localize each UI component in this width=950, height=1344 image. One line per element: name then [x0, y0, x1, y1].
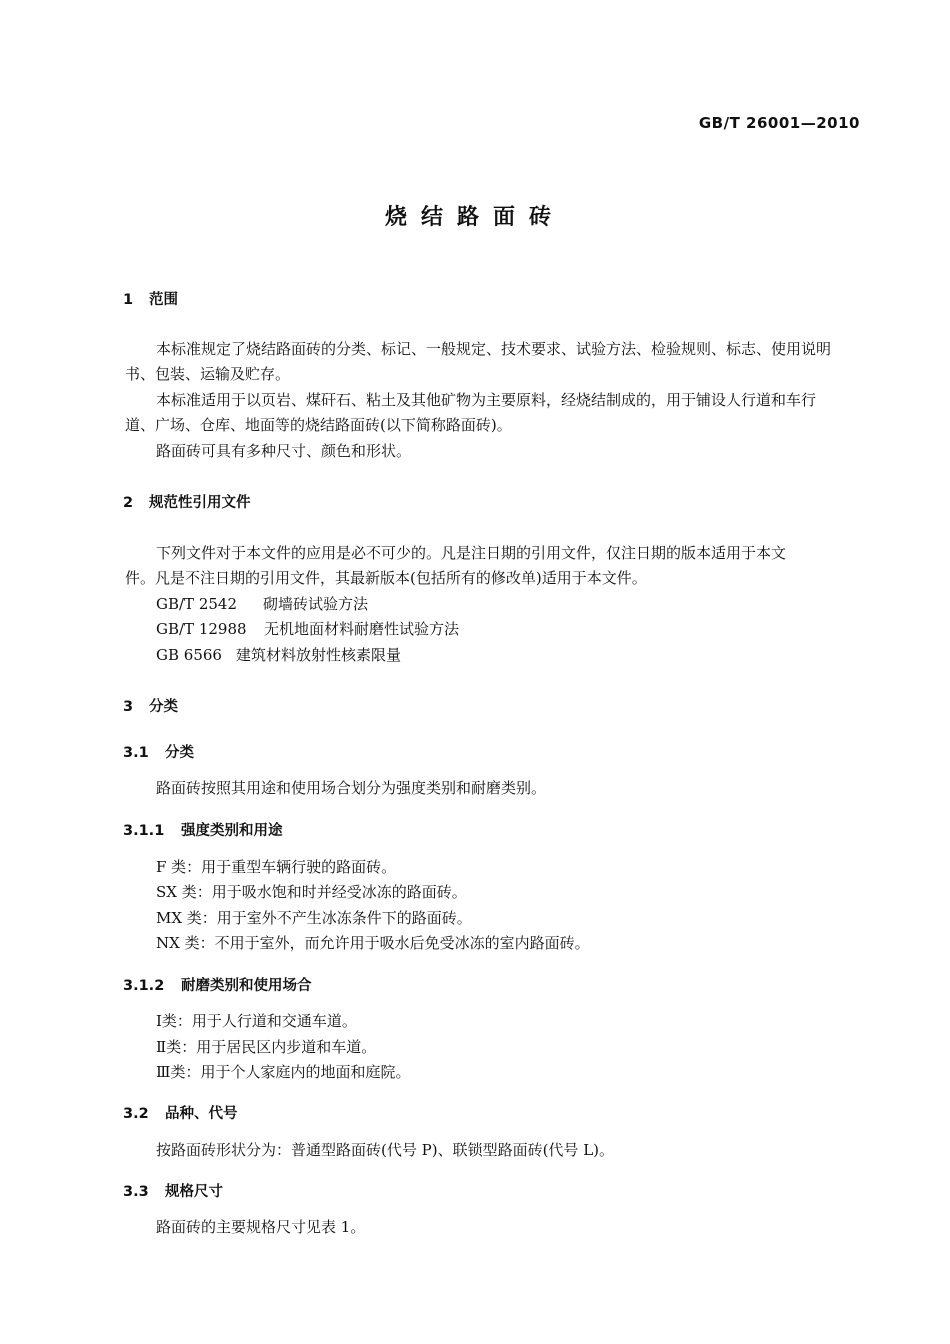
reference-code: GB/T 12988 — [156, 620, 247, 638]
paragraph-line: 路面砖可具有多种尺寸、颜色和形状。 — [156, 442, 412, 460]
reference-code: GB 6566 — [156, 646, 222, 664]
section-title: 品种、代号 — [165, 1106, 238, 1122]
list-item: F 类：用于重型车辆行驶的路面砖。 — [156, 858, 397, 876]
section-number: 3.1.2 — [123, 978, 165, 994]
section-heading-3-2 — [123, 1102, 238, 1123]
section-heading-3 — [123, 695, 178, 716]
section-number: 3.3 — [123, 1184, 149, 1200]
section-title: 分类 — [165, 745, 194, 761]
section-number: 2 — [123, 495, 134, 511]
list-item: Ⅰ类：用于人行道和交通车道。 — [156, 1012, 357, 1030]
section-heading-3-1-2 — [123, 974, 312, 995]
reference-item — [156, 593, 368, 614]
section-number: 3 — [123, 699, 134, 715]
reference-code: GB/T 2542 — [156, 595, 238, 613]
section-title: 规范性引用文件 — [149, 495, 251, 511]
reference-item — [156, 618, 459, 639]
list-item: Ⅱ类：用于居民区内步道和车道。 — [156, 1038, 377, 1056]
section-number: 1 — [123, 292, 134, 308]
section-number: 3.2 — [123, 1106, 149, 1122]
section-number: 3.1 — [123, 745, 149, 761]
section-title: 强度类别和用途 — [181, 823, 283, 839]
list-item: NX 类：不用于室外，而允许用于吸水后免受冰冻的室内路面砖。 — [156, 934, 590, 952]
section-number: 3.1.1 — [123, 823, 165, 839]
paragraph-line: 道、广场、仓库、地面等的烧结路面砖(以下简称路面砖)。 — [125, 416, 512, 434]
section-title: 规格尺寸 — [165, 1184, 223, 1200]
reference-name: 无机地面材料耐磨性试验方法 — [264, 620, 460, 638]
section-title: 耐磨类别和使用场合 — [181, 978, 312, 994]
paragraph-line: 路面砖按照其用途和使用场合划分为强度类别和耐磨类别。 — [156, 779, 547, 797]
section-heading-1 — [123, 288, 178, 309]
reference-item — [156, 644, 401, 665]
section-title: 分类 — [149, 699, 178, 715]
section-title: 范围 — [149, 292, 178, 308]
list-item: Ⅲ类：用于个人家庭内的地面和庭院。 — [156, 1063, 411, 1081]
standard-number: GB/T 26001—2010 — [698, 114, 860, 132]
paragraph-line: 本标准适用于以页岩、煤矸石、粘土及其他矿物为主要原料，经烧结制成的，用于铺设人行道和车行 — [156, 391, 817, 409]
reference-name: 砌墙砖试验方法 — [263, 595, 369, 613]
section-heading-3-3 — [123, 1180, 223, 1201]
paragraph-line: 路面砖的主要规格尺寸见表 1。 — [156, 1218, 366, 1236]
list-item: MX 类：用于室外不产生冰冻条件下的路面砖。 — [156, 909, 472, 927]
section-heading-3-1-1 — [123, 819, 283, 840]
paragraph-line: 书、包装、运输及贮存。 — [125, 365, 291, 383]
paragraph-line: 按路面砖形状分为：普通型路面砖(代号 P)、联锁型路面砖(代号 L)。 — [156, 1141, 615, 1159]
section-heading-2 — [123, 491, 251, 512]
paragraph-line: 件。凡是不注日期的引用文件，其最新版本(包括所有的修改单)适用于本文件。 — [125, 569, 647, 587]
paragraph-line: 下列文件对于本文件的应用是必不可少的。凡是注日期的引用文件，仅注日期的版本适用于本文 — [156, 544, 787, 562]
section-heading-3-1 — [123, 741, 194, 762]
list-item: SX 类：用于吸水饱和时并经受冰冻的路面砖。 — [156, 883, 467, 901]
reference-name: 建筑材料放射性核素限量 — [236, 646, 402, 664]
document-title: 烧结路面砖 — [384, 205, 565, 230]
paragraph-line: 本标准规定了烧结路面砖的分类、标记、一般规定、技术要求、试验方法、检验规则、标志、使用说明 — [156, 340, 832, 358]
